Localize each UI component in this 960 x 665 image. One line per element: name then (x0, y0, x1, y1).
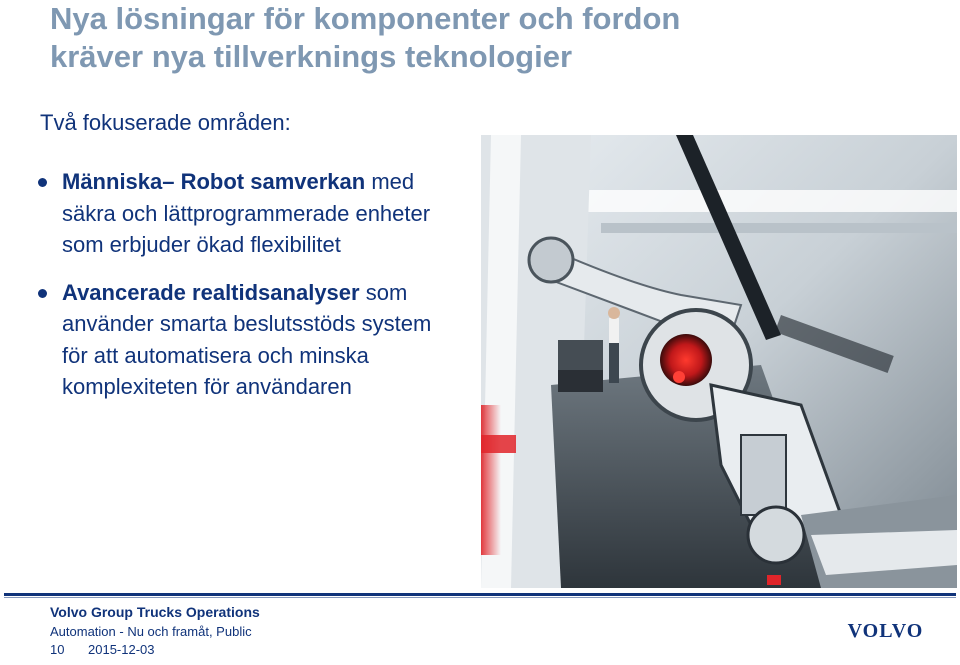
bullet-dot-icon (38, 289, 47, 298)
footer-divider-thin (4, 597, 956, 598)
bullet-text: med säkra och lättprogrammerade enheter som erbjuder ökad flexibilitet (62, 169, 431, 257)
page-number: 10 (50, 642, 65, 657)
footer-date: 2015-12-03 (88, 642, 155, 657)
intro-text: Två fokuserade områden: (40, 110, 291, 135)
bullet-text: som använder smarta beslutsstöds system för att automatisera och minska komplexiteten för användaren (62, 279, 432, 399)
bullet-list (38, 166, 438, 419)
bullet-bold: Avancerade realtidsanalyser (62, 279, 360, 305)
slide-title-line1: Nya lösningar för komponenter och fordon (50, 1, 681, 36)
bullet-item (38, 277, 438, 403)
footer-divider (4, 593, 956, 596)
slide-title-line2: kräver nya tillverknings teknologier (50, 39, 573, 74)
bullet-item (38, 166, 438, 261)
volvo-logo (838, 618, 933, 642)
robot-illustration (481, 135, 957, 588)
slide-title (50, 0, 930, 76)
footer-subtitle: Automation - Nu och framåt, Public (50, 624, 252, 639)
svg-text:VOLVO: VOLVO (847, 620, 924, 642)
bullet-bold: Människa– Robot samverkan (62, 169, 366, 194)
footer-organization: Volvo Group Trucks Operations (50, 604, 260, 620)
bullet-dot-icon (38, 178, 47, 187)
